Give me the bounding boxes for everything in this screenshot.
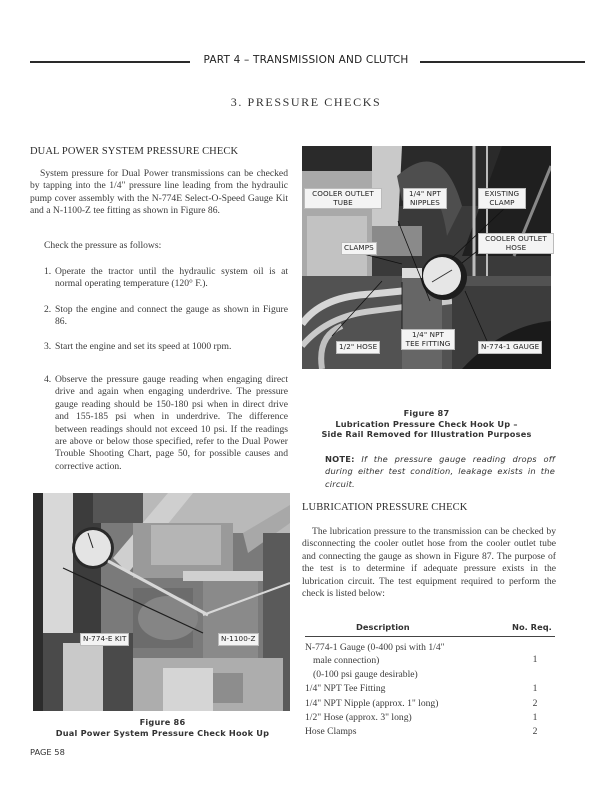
dual-power-heading: DUAL POWER SYSTEM PRESSURE CHECK [30,146,239,157]
note-text: If the pressure gauge reading drops off during either test condition, leakage exists in the circuit. [325,454,556,489]
callout-existing-clamp: EXISTING CLAMP [478,188,526,209]
table-row-5-description: Hose Clamps [305,726,357,737]
figure-87-caption [302,408,551,440]
dual-power-intro: System pressure for Dual Power transmissions can be checked by tapping into the 1/4" pressure line leading from the hydraulic pump cover assembly with the N-774E Select-O-Speed Gauge Kit and a N-1100-Z tee fitting as shown in Figure 86. [30,168,288,217]
step-2: 2. Stop the engine and connect the gauge as shown in Figure 86. [44,304,288,328]
table-row-1-qty: 1 [532,654,538,665]
running-title: PART 4 – TRANSMISSION AND CLUTCH [203,54,409,66]
table-row-5-qty: 2 [532,726,538,737]
callout-cooler-outlet-tube: COOLER OUTLET TUBE [304,188,382,209]
table-row-1-description: N-774-1 Gauge (0-400 psi with 1/4" male connection) (0-100 psi gauge desirable) [305,642,445,680]
note-block [325,453,555,490]
callout-n774e-kit: N-774-E KIT [80,633,129,646]
table-header-rule [305,636,555,637]
table-row-4-description: 1/2" Hose (approx. 3" long) [305,712,412,723]
table-row-2-description: 1/4" NPT Tee Fitting [305,683,386,694]
callout-gauge: N-774-1 GAUGE [478,341,542,354]
lubrication-intro: The lubrication pressure to the transmission can be checked by disconnecting the cooler outlet hose from the cooler outlet tube and connecting the gauge as shown in Figure 87. The purpose of the test is to determine if adequate pressure exists in the lubrication circuit. The test equipment required to perform the check is listed below: [302,526,556,600]
callout-npt-nipples: 1/4" NPT NIPPLES [403,188,447,209]
page-number: PAGE 58 [30,747,65,757]
step-1: 1. Operate the tractor until the hydraulic system oil is at normal operating temperature (120° F.). [44,266,288,290]
callout-hose: 1/2" HOSE [336,341,380,354]
figure-86-number: Figure 86 [139,717,186,727]
figure-87-title-line1: Lubrication Pressure Check Hook Up – [335,418,518,429]
dual-power-lead-in: Check the pressure as follows: [44,240,162,251]
table-row-3-qty: 2 [532,698,538,709]
table-header-qty: No. Req. [512,622,552,632]
callout-cooler-outlet-hose: COOLER OUTLET HOSE [478,233,554,254]
table-header-description: Description [356,622,410,632]
callout-tee-fitting: 1/4" NPT TEE FITTING [401,329,455,350]
figure-86-caption [30,717,295,738]
callout-n1100z: N-1100-Z [218,633,259,646]
figure-86-title: Dual Power System Pressure Check Hook Up [55,727,270,738]
note-label: NOTE: [325,454,355,464]
step-4: 4. Observe the pressure gauge reading when engaging direct drive and again when engaging underdrive. The pressure gauge reading should be 150-180 psi when in direct drive and 155-185 psi when in underdrive. The difference between readings should not exceed 10 psi. If the readings are above or below those specified, refer to the Dual Power Trouble Shooting Chart, page 50, for possible causes and corrective action. [44,374,288,472]
figure-87-title-line2: Side Rail Removed for Illustration Purposes [321,429,532,439]
lubrication-heading: LUBRICATION PRESSURE CHECK [302,502,468,513]
figure-86-photo [33,493,290,711]
table-row-3-description: 1/4" NPT Nipple (approx. 1" long) [305,698,439,709]
callout-clamps: CLAMPS [341,242,377,255]
table-row-4-qty: 1 [532,712,538,723]
step-3: 3. Start the engine and set its speed at 1000 rpm. [44,341,232,352]
figure-86-illustration [33,493,290,711]
section-title: 3. PRESSURE CHECKS [230,95,382,109]
figure-87-number: Figure 87 [403,408,450,418]
table-row-2-qty: 1 [532,683,538,694]
